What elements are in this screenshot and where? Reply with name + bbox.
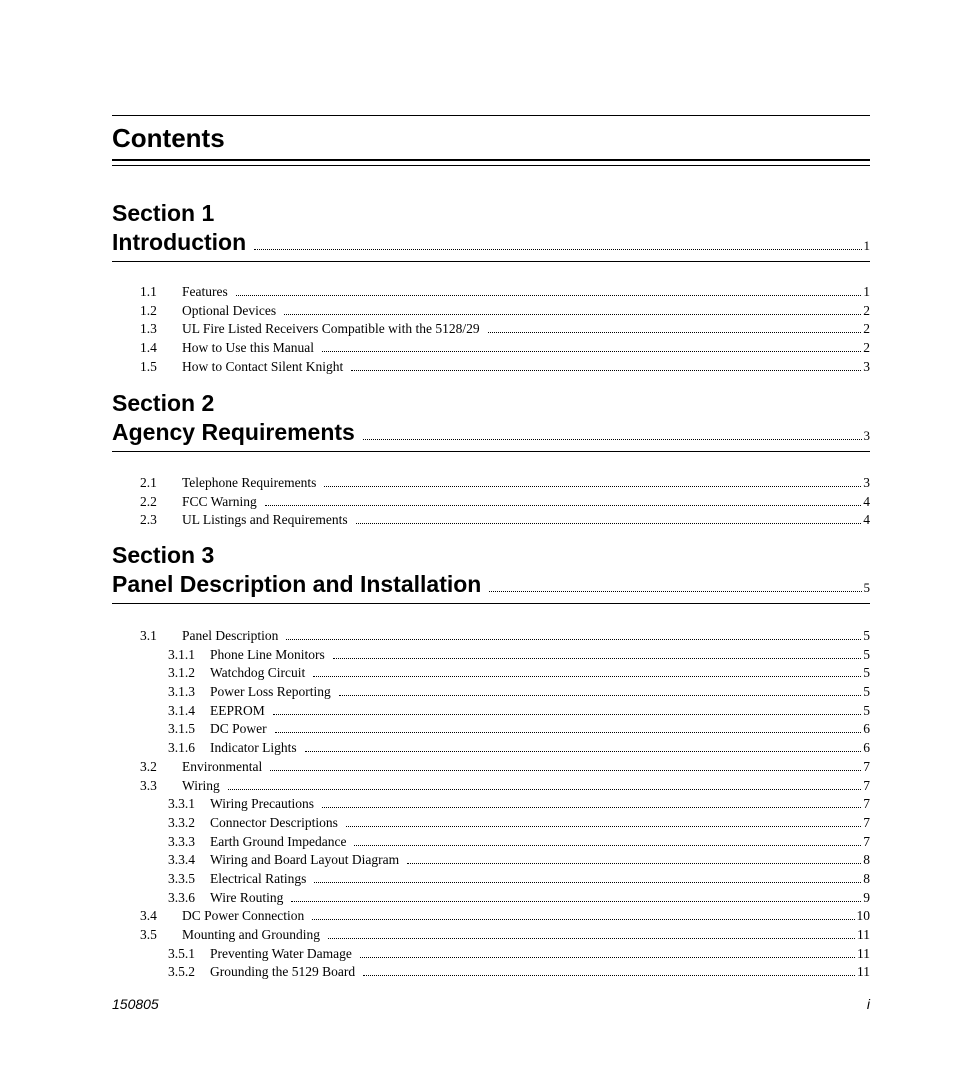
dot-leader bbox=[284, 314, 861, 315]
page-number: i bbox=[866, 996, 870, 1012]
dot-leader bbox=[351, 370, 861, 371]
section-label: Section 2 bbox=[112, 390, 215, 416]
toc-entry[interactable] bbox=[140, 627, 870, 646]
entry-title: Wire Routing bbox=[210, 889, 284, 905]
entry-page: 6 bbox=[863, 721, 870, 737]
entry-title: Grounding the 5129 Board bbox=[210, 964, 356, 980]
toc-subentry[interactable] bbox=[140, 889, 870, 908]
entry-page: 2 bbox=[863, 340, 870, 356]
entry-title: Panel Description bbox=[182, 628, 279, 643]
entry-title: Earth Ground Impedance bbox=[210, 833, 347, 849]
section-rule bbox=[112, 261, 870, 262]
entry-page: 1 bbox=[863, 284, 870, 299]
toc-entry[interactable] bbox=[140, 339, 870, 358]
entry-page: 5 bbox=[863, 702, 870, 718]
section-rule bbox=[112, 603, 870, 604]
dot-leader bbox=[275, 732, 862, 733]
section-1-entries bbox=[140, 283, 870, 376]
toc-entry[interactable] bbox=[140, 302, 870, 321]
entry-number: 2.1 bbox=[140, 475, 157, 490]
dot-leader bbox=[363, 975, 855, 976]
entry-page: 10 bbox=[856, 908, 870, 924]
section-label: Section 3 bbox=[112, 542, 215, 568]
entry-title: Wiring and Board Layout Diagram bbox=[210, 852, 400, 868]
section-page: 3 bbox=[863, 428, 870, 443]
entry-page: 11 bbox=[857, 964, 870, 980]
toc-subentry[interactable] bbox=[140, 720, 870, 739]
dot-leader bbox=[322, 807, 861, 808]
entry-number: 3.1.4 bbox=[168, 702, 195, 718]
dot-leader bbox=[273, 714, 861, 715]
entry-number: 3.3.3 bbox=[168, 833, 195, 849]
dot-leader bbox=[356, 523, 862, 524]
entry-number: 3.3.6 bbox=[168, 889, 195, 905]
entry-number: 2.3 bbox=[140, 512, 157, 528]
section-3-entries bbox=[140, 627, 870, 982]
entry-page: 11 bbox=[857, 927, 870, 942]
dot-leader bbox=[346, 826, 861, 827]
entry-title: Mounting and Grounding bbox=[182, 927, 320, 942]
dot-leader bbox=[286, 639, 861, 640]
toc-entry[interactable] bbox=[140, 358, 870, 377]
entry-page: 7 bbox=[863, 833, 870, 849]
section-title-row[interactable] bbox=[112, 228, 870, 257]
entry-number: 3.4 bbox=[140, 908, 157, 924]
dot-leader bbox=[305, 751, 862, 752]
section-1-heading bbox=[112, 199, 870, 262]
entry-page: 7 bbox=[863, 796, 870, 812]
entry-title: Phone Line Monitors bbox=[210, 646, 325, 662]
entry-title: UL Fire Listed Receivers Compatible with the 5128/29 bbox=[182, 321, 480, 337]
entry-page: 2 bbox=[863, 321, 870, 337]
section-3-heading bbox=[112, 541, 870, 604]
toc-subentry[interactable] bbox=[140, 739, 870, 758]
title-double-rule bbox=[112, 159, 870, 166]
toc-entry[interactable] bbox=[140, 926, 870, 945]
entry-number: 3.3.5 bbox=[168, 870, 195, 886]
entry-number: 3.1.5 bbox=[168, 721, 195, 737]
toc-entry[interactable] bbox=[140, 511, 870, 530]
dot-leader bbox=[270, 770, 861, 771]
entry-number: 1.5 bbox=[140, 358, 157, 374]
section-title: Panel Description and Installation bbox=[112, 571, 482, 597]
section-2-heading bbox=[112, 389, 870, 452]
entry-title: Features bbox=[182, 284, 228, 299]
entry-page: 5 bbox=[863, 628, 870, 643]
dot-leader bbox=[354, 845, 861, 846]
entry-title: How to Contact Silent Knight bbox=[182, 358, 344, 374]
entry-number: 1.4 bbox=[140, 340, 157, 356]
doc-number: 150805 bbox=[112, 996, 159, 1012]
section-title-row[interactable] bbox=[112, 418, 870, 447]
section-page: 5 bbox=[863, 580, 870, 595]
entry-title: Wiring bbox=[182, 777, 220, 793]
dot-leader bbox=[363, 439, 862, 440]
section-title: Introduction bbox=[112, 229, 247, 255]
page-title: Contents bbox=[112, 123, 225, 153]
entry-title: Indicator Lights bbox=[210, 740, 297, 756]
entry-title: How to Use this Manual bbox=[182, 340, 314, 356]
toc-entry[interactable] bbox=[140, 758, 870, 777]
dot-leader bbox=[254, 249, 861, 250]
entry-number: 2.2 bbox=[140, 493, 157, 509]
toc-subentry[interactable] bbox=[140, 851, 870, 870]
toc-subentry[interactable] bbox=[140, 814, 870, 833]
toc-page bbox=[112, 0, 870, 1067]
dot-leader bbox=[322, 351, 861, 352]
dot-leader bbox=[333, 658, 862, 659]
dot-leader bbox=[328, 938, 855, 939]
entry-title: Watchdog Circuit bbox=[210, 665, 306, 681]
toc-subentry[interactable] bbox=[140, 945, 870, 964]
entry-number: 3.3 bbox=[140, 777, 157, 793]
dot-leader bbox=[291, 901, 861, 902]
entry-page: 7 bbox=[863, 758, 870, 774]
entry-page: 4 bbox=[863, 512, 870, 528]
entry-page: 3 bbox=[863, 475, 870, 490]
entry-title: UL Listings and Requirements bbox=[182, 512, 348, 528]
toc-subentry[interactable] bbox=[140, 795, 870, 814]
entry-number: 3.2 bbox=[140, 758, 157, 774]
toc-subentry[interactable] bbox=[140, 702, 870, 721]
entry-title: Electrical Ratings bbox=[210, 870, 307, 886]
dot-leader bbox=[489, 591, 861, 592]
toc-entry[interactable] bbox=[140, 283, 870, 302]
entry-number: 3.5.2 bbox=[168, 964, 195, 980]
section-title: Agency Requirements bbox=[112, 419, 355, 445]
toc-entry[interactable] bbox=[140, 777, 870, 796]
dot-leader bbox=[488, 332, 862, 333]
entry-number: 1.2 bbox=[140, 302, 157, 318]
entry-number: 3.1.1 bbox=[168, 646, 195, 662]
toc-entry[interactable] bbox=[140, 907, 870, 926]
dot-leader bbox=[313, 676, 861, 677]
entry-number: 3.3.1 bbox=[168, 796, 195, 812]
dot-leader bbox=[324, 486, 861, 487]
section-rule bbox=[112, 451, 870, 452]
entry-number: 1.3 bbox=[140, 321, 157, 337]
entry-number: 3.1 bbox=[140, 628, 157, 643]
entry-page: 2 bbox=[863, 302, 870, 318]
entry-title: Wiring Precautions bbox=[210, 796, 315, 812]
section-page: 1 bbox=[863, 238, 870, 253]
entry-page: 5 bbox=[863, 684, 870, 700]
toc-subentry[interactable] bbox=[140, 963, 870, 982]
toc-entry[interactable] bbox=[140, 474, 870, 493]
entry-title: Preventing Water Damage bbox=[210, 945, 352, 961]
entry-page: 5 bbox=[863, 665, 870, 681]
entry-number: 3.5 bbox=[140, 927, 157, 942]
entry-title: Optional Devices bbox=[182, 302, 277, 318]
section-title-row[interactable] bbox=[112, 570, 870, 599]
toc-subentry[interactable] bbox=[140, 683, 870, 702]
section-label: Section 1 bbox=[112, 200, 215, 226]
entry-title: FCC Warning bbox=[182, 493, 257, 509]
dot-leader bbox=[314, 882, 861, 883]
entry-title: DC Power Connection bbox=[182, 908, 305, 924]
toc-entry[interactable] bbox=[140, 493, 870, 512]
entry-title: DC Power bbox=[210, 721, 267, 737]
dot-leader bbox=[312, 919, 854, 920]
entry-number: 3.1.6 bbox=[168, 740, 195, 756]
entry-number: 3.1.2 bbox=[168, 665, 195, 681]
entry-title: Power Loss Reporting bbox=[210, 684, 331, 700]
toc-entry[interactable] bbox=[140, 320, 870, 339]
toc-subentry[interactable] bbox=[140, 664, 870, 683]
dot-leader bbox=[228, 789, 862, 790]
entry-page: 6 bbox=[863, 740, 870, 756]
entry-number: 3.3.4 bbox=[168, 852, 195, 868]
entry-page: 3 bbox=[863, 358, 870, 374]
entry-title: Telephone Requirements bbox=[182, 475, 317, 490]
dot-leader bbox=[339, 695, 862, 696]
top-rule bbox=[112, 115, 870, 116]
toc-subentry[interactable] bbox=[140, 646, 870, 665]
entry-page: 7 bbox=[863, 777, 870, 793]
entry-number: 3.3.2 bbox=[168, 814, 195, 830]
entry-page: 7 bbox=[863, 814, 870, 830]
dot-leader bbox=[265, 505, 861, 506]
entry-number: 3.1.3 bbox=[168, 684, 195, 700]
entry-page: 4 bbox=[863, 493, 870, 509]
entry-number: 3.5.1 bbox=[168, 945, 195, 961]
entry-page: 5 bbox=[863, 646, 870, 662]
dot-leader bbox=[236, 295, 862, 296]
toc-subentry[interactable] bbox=[140, 870, 870, 889]
entry-page: 9 bbox=[863, 889, 870, 905]
entry-title: Connector Descriptions bbox=[210, 814, 338, 830]
toc-subentry[interactable] bbox=[140, 833, 870, 852]
dot-leader bbox=[407, 863, 861, 864]
entry-title: Environmental bbox=[182, 758, 263, 774]
entry-page: 8 bbox=[863, 852, 870, 868]
entry-number: 1.1 bbox=[140, 284, 157, 299]
dot-leader bbox=[360, 957, 855, 958]
entry-page: 8 bbox=[863, 870, 870, 886]
section-2-entries bbox=[140, 474, 870, 530]
entry-page: 11 bbox=[857, 945, 870, 961]
entry-title: EEPROM bbox=[210, 702, 265, 718]
page-footer bbox=[112, 996, 870, 1012]
